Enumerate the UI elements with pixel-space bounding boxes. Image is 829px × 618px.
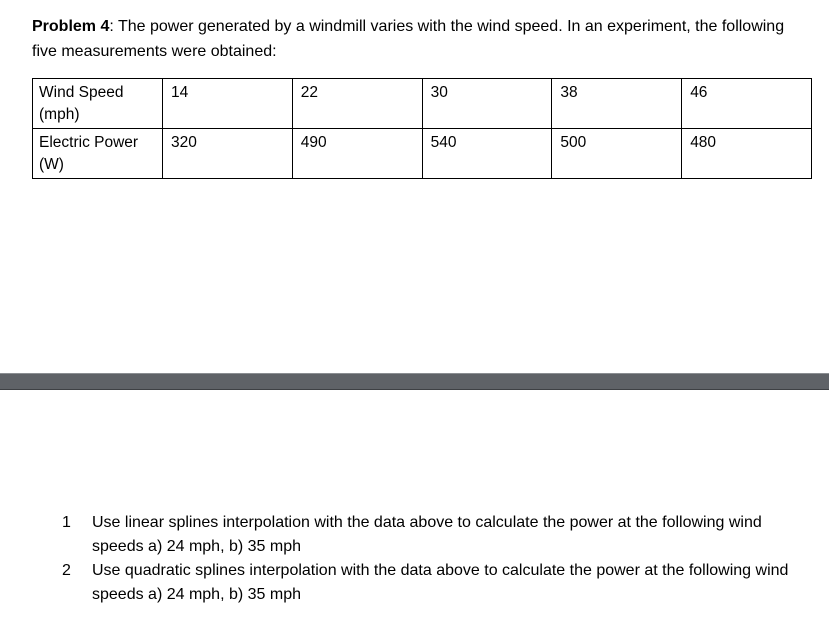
question-number: 2 <box>62 562 71 579</box>
row-header-wind-speed: Wind Speed (mph) <box>33 79 163 129</box>
problem-statement <box>32 14 812 64</box>
table-cell: 14 <box>163 79 293 129</box>
question-number: 1 <box>62 514 71 531</box>
list-item <box>56 511 816 559</box>
page-divider-bar <box>0 373 829 390</box>
table-cell: 490 <box>292 129 422 179</box>
table-cell: 38 <box>552 79 682 129</box>
table-cell: 22 <box>292 79 422 129</box>
table-cell: 320 <box>163 129 293 179</box>
problem-label: Problem 4 <box>32 18 110 35</box>
problem-text: : The power generated by a windmill varies with the wind speed. In an experiment, the following five measurements were obtained: <box>32 18 785 60</box>
table-row-electric-power <box>33 129 812 179</box>
table-cell: 30 <box>422 79 552 129</box>
table-cell: 480 <box>682 129 812 179</box>
table-row-wind-speed <box>33 79 812 129</box>
row-header-electric-power: Electric Power (W) <box>33 129 163 179</box>
question-list <box>56 511 816 607</box>
table-cell: 500 <box>552 129 682 179</box>
table-cell: 46 <box>682 79 812 129</box>
measurements-table <box>32 78 812 179</box>
question-text: Use linear splines interpolation with the data above to calculate the power at the following wind speeds a) 24 mph, b) 35 mph <box>92 514 762 555</box>
table-cell: 540 <box>422 129 552 179</box>
question-text: Use quadratic splines interpolation with the data above to calculate the power at the following wind speeds a) 24 mph, b) 35 mph <box>92 562 789 603</box>
list-item <box>56 559 816 607</box>
